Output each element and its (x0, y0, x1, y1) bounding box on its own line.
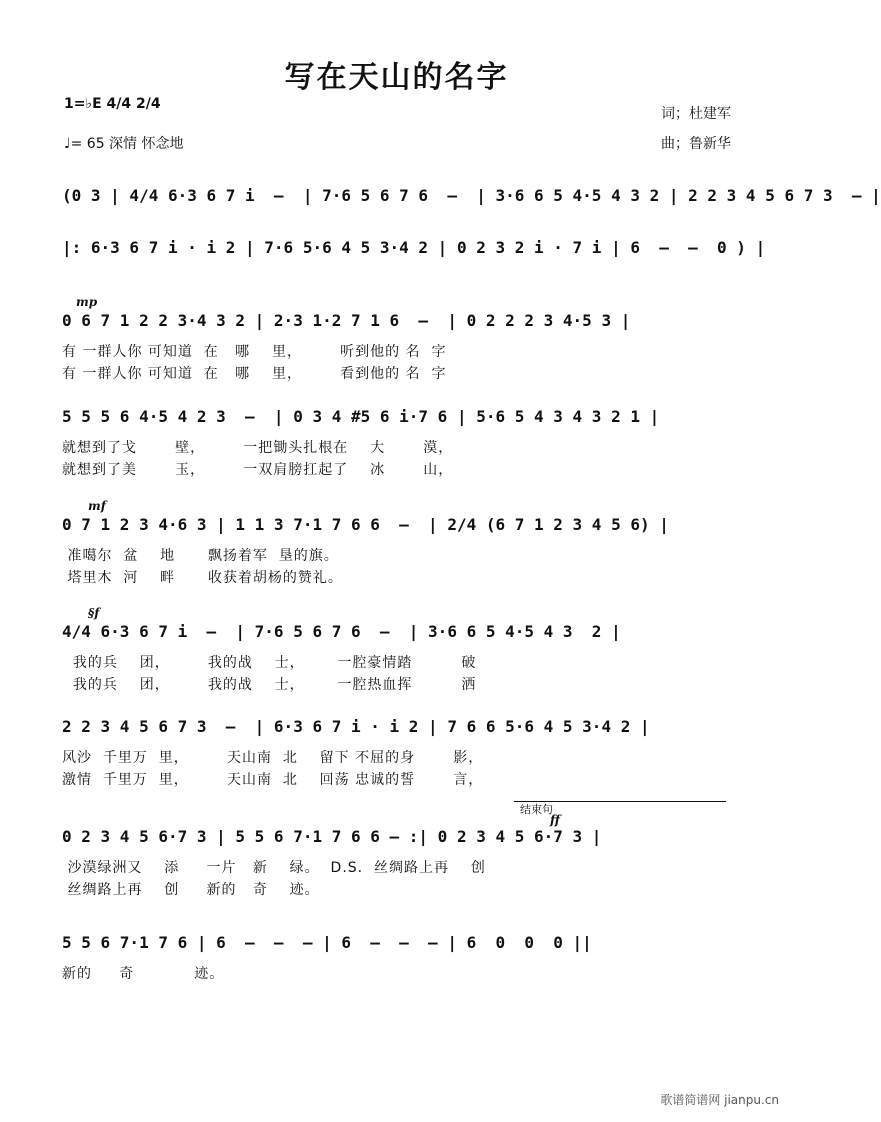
notation-line: 5 5 6 7·1 7 6 | 6 – – – | 6 – – – | 6 0 0 0 || (62, 933, 592, 952)
lyric-line-2: 就想到了美 玉， 一双肩膀扛起了 冰 山， (62, 462, 454, 478)
composer-credit: 曲；鲁新华 (661, 136, 731, 152)
notation-line: 0 2 3 4 5 6·7 3 | 5 5 6 7·1 7 6 6 – :| 0 2 3 4 5 6·7 3 | (62, 827, 602, 846)
notation-line: 0 7 1 2 3 4·6 3 | 1 1 3 7·1 7 6 6 – | 2/4 (6 7 1 2 3 4 5 6) | (62, 515, 669, 534)
key-signature: 1=♭E 4/4 2/4 (64, 96, 161, 112)
ending-bracket (514, 801, 726, 802)
dynamic-ff: ff (550, 813, 560, 827)
ending-label: 结束句 (520, 803, 553, 816)
notation-line: 5 5 5 6 4·5 4 2 3 – | 0 3 4 #5 6 i·7 6 | 5·6 5 4 3 4 3 2 1 | (62, 407, 660, 426)
lyric-line-2: 塔里木 河 畔 收获着胡杨的赞礼。 (62, 570, 343, 586)
lyric-line-2: 丝绸路上再 创 新的 奇 迹。 (62, 882, 320, 898)
lyric-line-1: 沙漠绿洲又 添 一片 新 绿。 D.S. 丝绸路上再 创 (62, 860, 486, 876)
lyric-line-1: 风沙 千里万 里， 天山南 北 留下 不屈的身 影， (62, 750, 484, 766)
dynamic-segno-f: §f (88, 606, 100, 620)
tempo-marking: ♩= 65 深情 怀念地 (64, 136, 184, 152)
dynamic-mp: mp (76, 295, 98, 309)
notation-line: 4/4 6·3 6 7 i – | 7·6 5 6 7 6 – | 3·6 6 5 4·5 4 3 2 | (62, 622, 621, 641)
lyric-line-1: 有 一群人你 可知道 在 哪 里， 听到他的 名 字 (62, 344, 447, 360)
lyricist-credit: 词；杜建军 (661, 106, 731, 122)
lyric-line-2: 激情 千里万 里， 天山南 北 回荡 忠诚的誓 言， (62, 772, 484, 788)
dynamic-mf: mf (88, 499, 106, 513)
notation-line: (0 3 | 4/4 6·3 6 7 i – | 7·6 5 6 7 6 – | 3·6 6 5 4·5 4 3 2 | 2 2 3 4 5 6 7 3 – | (62, 186, 881, 205)
page-title: 写在天山的名字 (284, 60, 509, 95)
notation-line: 0 6 7 1 2 2 3·4 3 2 | 2·3 1·2 7 1 6 – | 0 2 2 2 3 4·5 3 | (62, 311, 631, 330)
lyric-line-1: 就想到了戈 壁， 一把锄头扎根在 大 漠， (62, 440, 454, 456)
lyric-line-2: 我的兵 团， 我的战 士， 一腔热血挥 洒 (62, 677, 477, 693)
lyric-line-1: 准噶尔 盆 地 飘扬着军 垦的旗。 (62, 548, 339, 564)
notation-line: 2 2 3 4 5 6 7 3 – | 6·3 6 7 i · i 2 | 7 6 6 5·6 4 5 3·4 2 | (62, 717, 650, 736)
site-watermark: 歌谱简谱网 jianpu.cn (660, 1093, 779, 1107)
lyric-line-1: 我的兵 团， 我的战 士， 一腔豪情踏 破 (62, 655, 477, 671)
lyric-line-1: 新的 奇 迹。 (62, 966, 225, 982)
lyric-line-2: 有 一群人你 可知道 在 哪 里， 看到他的 名 字 (62, 366, 447, 382)
notation-line: |: 6·3 6 7 i · i 2 | 7·6 5·6 4 5 3·4 2 | 0 2 3 2 i · 7 i | 6 – – 0 ) | (62, 238, 766, 257)
